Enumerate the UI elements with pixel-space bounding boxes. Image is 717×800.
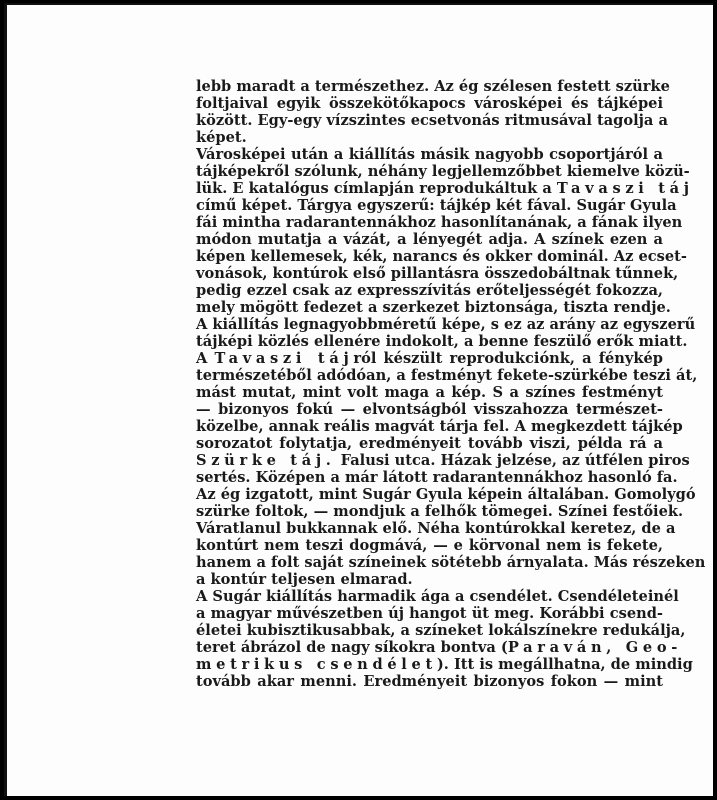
text-line: Váratlanul bukkannak elő. Néha kontúrokkal keretez, de a (196, 520, 676, 537)
text-line: képet. (196, 129, 247, 146)
text-line: a magyar művészetben új hangot üt meg. Korábbi csend- (196, 605, 663, 622)
text-line: képen kellemesek, kék, narancs és okker dominál. Az ecset- (196, 248, 687, 265)
spaced-title: Tavaszi táj (556, 180, 694, 197)
text-line: módon mutatja a vázát, a lényegét adja. A színek ezen a (196, 231, 663, 248)
text-line: hanem a folt saját színeinek sötétebb árnyalata. Más részeken (196, 554, 706, 571)
text-line: — bizonyos fokú — elvontságból visszahozza természet- (196, 401, 663, 418)
text-line: A kiállítás legnagyobbméretű képe, s ez az arány az egyszerű (196, 316, 696, 333)
text-line: lebb maradt a természethez. Az ég szélesen festett szürke (196, 78, 670, 95)
spaced-title: metrikus csendélet (196, 656, 437, 673)
text-line: metrikus csendélet). Itt is megállhatna, de mindig (196, 656, 693, 673)
text-line: a kontúr teljesen elmarad. (196, 571, 413, 588)
text-line: közelbe, annak reális magvát tárja fel. A megkezdett tájkép (196, 418, 683, 435)
text-line: vonások, kontúrok első pillantásra összedobáltnak tűnnek, (196, 265, 679, 282)
text-line: mely mögött fedezet a szerkezet biztonsága, tiszta rendje. (196, 299, 671, 316)
text-column (196, 78, 706, 690)
text-line: tovább akar menni. Eredményeit bizonyos fokon — mint (196, 673, 663, 690)
text-line: fái mintha radarantennákhoz hasonlítanának, a fának ilyen (196, 214, 683, 231)
text-line: lük. E katalógus címlapján reprodukáltuk a Tavaszi táj (196, 180, 694, 197)
text-line: című képet. Tárgya egyszerű: tájkép két fával. Sugár Gyula (196, 197, 677, 214)
text-line: teret ábrázol de nagy síkokra bontva (Paraván, Geo- (196, 639, 682, 656)
text-line: sertés. Középen a már látott radarantennákhoz hasonló fa. (196, 469, 678, 486)
text-line: Városképei után a kiállítás másik nagyobb csoportjáról a (196, 146, 663, 163)
text-line: mást mutat, mint volt maga a kép. S a színes festményt (196, 384, 663, 401)
text-line: foltjaival egyik összekötőkapocs városképei és tájképei (196, 95, 663, 112)
spaced-title: Paraván, Geo- (507, 639, 682, 656)
text-line: A Sugár kiállítás harmadik ága a csendélet. Csendéleteinél (196, 588, 679, 605)
text-line: között. Egy-egy vízszintes ecsetvonás ritmusával tagolja a (196, 112, 668, 129)
spaced-title: Szürke táj. (196, 452, 336, 469)
text-line: természetéből adódóan, a festményt fekete-szürkébe teszi át, (196, 367, 698, 384)
text-line: A Tavaszi tájról készült reprodukciónk, a fénykép (196, 350, 664, 367)
text-line: sorozatot folytatja, eredményeit tovább viszi, példa rá a (196, 435, 663, 452)
text-line: Szürke táj. Falusi utca. Házak jelzése, az útfélen piros (196, 452, 690, 469)
spaced-title: Tavaszi táj (214, 350, 354, 367)
text-line: pedig ezzel csak az expresszívitás erőteljességét fokozza, (196, 282, 663, 299)
text-line: Az ég izgatott, mint Sugár Gyula képein általában. Gomolygó (196, 486, 696, 503)
text-line: tájképekről szólunk, néhány legjellemzőbbet kiemelve közü- (196, 163, 690, 180)
text-line: szürke foltok, — mondjuk a felhők tömegei. Színei festőiek. (196, 503, 684, 520)
text-line: tájképi közlés ellenére indokolt, a benne feszülő erők miatt. (196, 333, 688, 350)
text-line: kontúrt nem teszi dogmává, — e körvonal nem is fekete, (196, 537, 663, 554)
document-page (4, 3, 713, 796)
text-line: életei kubisztikusabbak, a színeket lokálszínekre redukálja, (196, 622, 686, 639)
